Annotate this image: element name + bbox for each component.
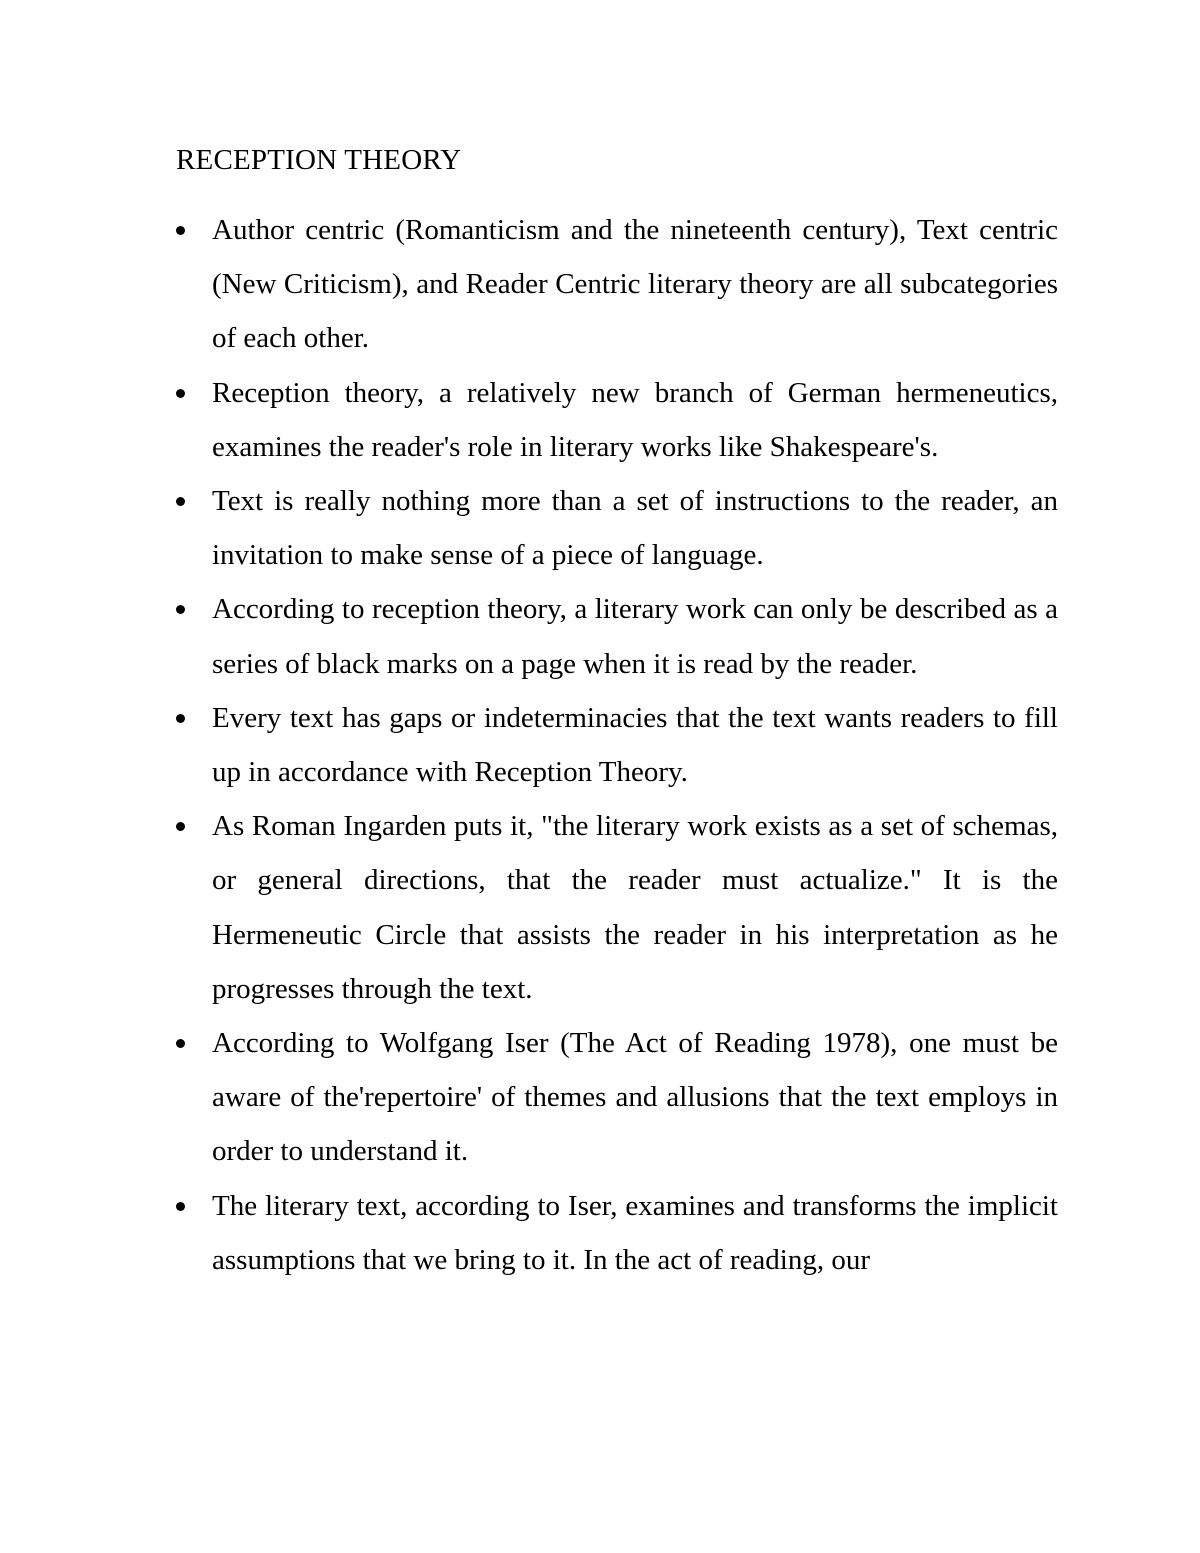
page-title: RECEPTION THEORY [176,144,462,176]
list-item [176,799,1058,1016]
list-item [176,1179,1058,1287]
list-item [176,1016,1058,1179]
list-item-text: According to reception theory, a literary work can only be described as a series of black marks on a page when it is read by the reader. [212,593,1058,680]
bullet-icon [176,605,185,614]
list-item-text: As Roman Ingarden puts it, "the literary work exists as a set of schemas, or general directions, that the reader must actualize." It is the Hermeneutic Circle that assists the reader in his interpretation as he progresses through the text. [212,810,1058,1005]
bullet-icon [176,822,185,831]
bullet-icon [176,714,185,723]
list-item-text: The literary text, according to Iser, examines and transforms the implicit assumptions that we bring to it. In the act of reading, our [212,1189,1058,1276]
list-item-text: Author centric (Romanticism and the nineteenth century), Text centric (New Criticism), and Reader Centric literary theory are all subcategories of each other. [212,214,1058,355]
list-item [176,582,1058,690]
list-item-text: Text is really nothing more than a set of instructions to the reader, an invitation to make sense of a piece of language. [212,485,1058,572]
list-item [176,366,1058,474]
list-item [176,691,1058,799]
list-item [176,203,1058,366]
bullet-icon [176,389,185,398]
list-item-text: According to Wolfgang Iser (The Act of Reading 1978), one must be aware of the'repertoire' of themes and allusions that the text employs in order to understand it. [212,1027,1058,1168]
bullet-icon [176,226,185,235]
bullet-list [176,203,1058,1287]
list-item [176,474,1058,582]
bullet-icon [176,497,185,506]
bullet-icon [176,1039,185,1048]
list-item-text: Reception theory, a relatively new branch of German hermeneutics, examines the reader's role in literary works like Shakespeare's. [212,376,1058,463]
list-item-text: Every text has gaps or indeterminacies that the text wants readers to fill up in accordance with Reception Theory. [212,701,1058,789]
bullet-icon [176,1202,185,1211]
